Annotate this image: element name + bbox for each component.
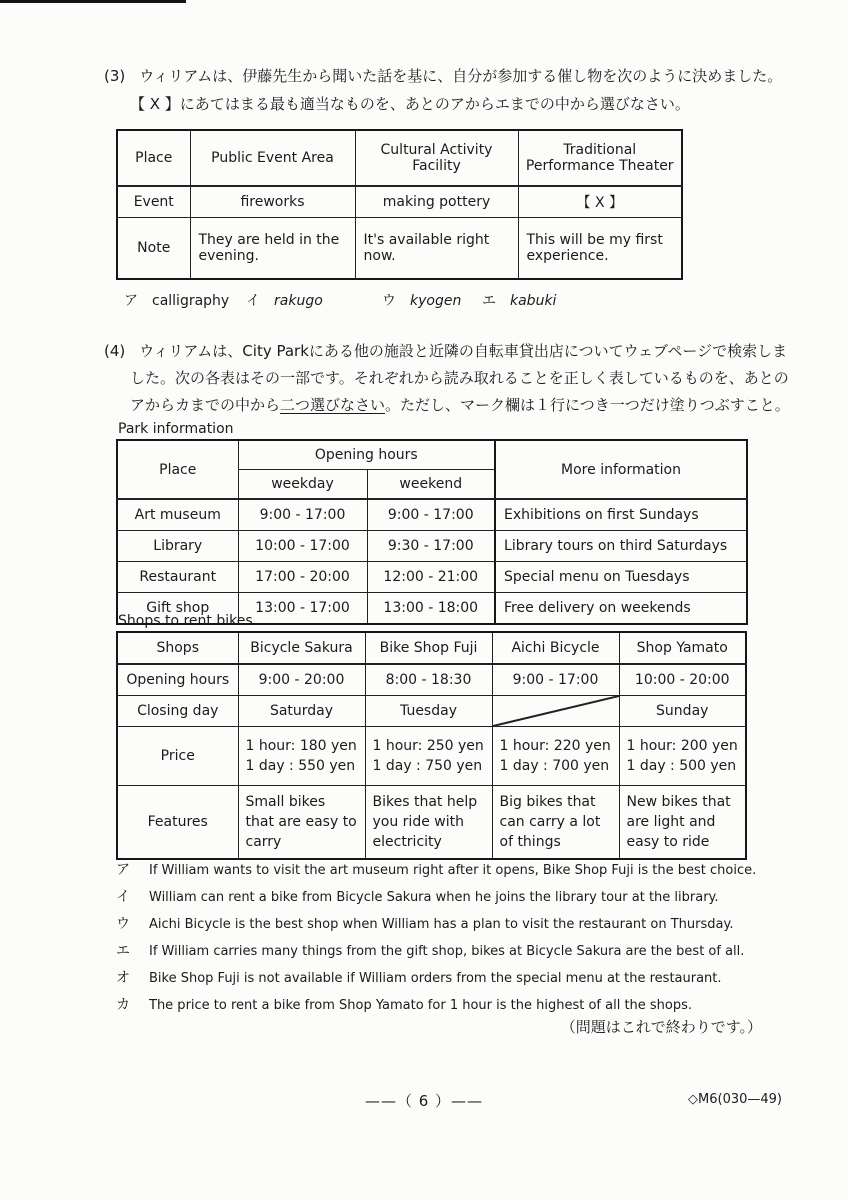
- question-4: [104, 338, 844, 419]
- choice-e-label: エ: [116, 943, 130, 959]
- bike-table-header-row: [117, 632, 746, 664]
- park-cell: Special menu on Tuesdays: [495, 562, 747, 593]
- park-col-weekday: weekday: [238, 470, 367, 500]
- event-table-row: [117, 186, 682, 218]
- bike-shop-name: Bike Shop Fuji: [365, 632, 492, 664]
- bike-row-label: Opening hours: [117, 664, 238, 696]
- choice-i-text: rakugo: [274, 293, 323, 309]
- bike-table-features-row: [117, 786, 746, 860]
- price-per-hour: 1 hour: 250 yen: [372, 738, 484, 754]
- bike-cell: Sunday: [619, 696, 746, 727]
- park-col-more-info: More information: [495, 440, 747, 499]
- park-col-place: Place: [117, 440, 238, 499]
- event-table: [116, 129, 683, 280]
- price-per-day: 1 day : 550 yen: [245, 758, 356, 774]
- event-table-cell: Traditional Performance Theater: [518, 130, 682, 186]
- question-4-line3: [130, 392, 844, 419]
- question-3-line1: [104, 62, 834, 90]
- question-3-line2: 【 X 】にあてはまる最も適当なものを、あとのアからエまでの中から選びなさい。: [130, 95, 690, 113]
- park-info-table: [116, 439, 748, 625]
- event-table-cell: fireworks: [190, 186, 355, 218]
- bike-cell: 8:00 - 18:30: [365, 664, 492, 696]
- choice-a-text: calligraphy: [152, 293, 230, 309]
- park-table-row: [117, 562, 747, 593]
- document-code: ◇M6(030—49): [688, 1092, 782, 1107]
- bike-shop-name: Shop Yamato: [619, 632, 746, 664]
- event-table-header-row: [117, 130, 682, 186]
- choice-i: [116, 884, 836, 911]
- choice-u-label: ウ: [116, 916, 130, 932]
- price-per-hour: 1 hour: 220 yen: [499, 738, 611, 754]
- choice-i: [246, 290, 382, 310]
- price-per-day: 1 day : 750 yen: [372, 758, 483, 774]
- park-cell: 9:00 - 17:00: [238, 499, 367, 531]
- choice-e: [482, 290, 556, 310]
- bike-cell: Tuesday: [365, 696, 492, 727]
- bike-cell-feature: Small bikes that are easy to carry: [238, 786, 365, 860]
- event-table-cell: This will be my first experience.: [518, 218, 682, 280]
- park-cell: Art museum: [117, 499, 238, 531]
- park-cell: 9:00 - 17:00: [367, 499, 495, 531]
- bike-cell-price: [238, 727, 365, 786]
- price-per-day: 1 day : 500 yen: [626, 758, 737, 774]
- choice-u: [382, 290, 482, 310]
- bike-shops-table: [116, 631, 747, 860]
- question-4-choices: [116, 857, 836, 1019]
- choice-o: [116, 965, 836, 992]
- scan-artifact-line: [0, 0, 186, 3]
- bike-table-opening-row: [117, 664, 746, 696]
- park-table-row: [117, 531, 747, 562]
- event-table-cell: Public Event Area: [190, 130, 355, 186]
- question-3: [104, 62, 834, 118]
- park-cell: 13:00 - 18:00: [367, 593, 495, 625]
- choice-a: [124, 290, 246, 310]
- bike-row-label: Price: [117, 727, 238, 786]
- bike-row-label: Closing day: [117, 696, 238, 727]
- park-cell: Restaurant: [117, 562, 238, 593]
- event-table-cell: Cultural Activity Facility: [355, 130, 518, 186]
- event-table-cell: Event: [117, 186, 190, 218]
- choice-o-label: オ: [116, 970, 130, 986]
- bike-cell: 9:00 - 17:00: [492, 664, 619, 696]
- park-cell: 17:00 - 20:00: [238, 562, 367, 593]
- choice-e: [116, 938, 836, 965]
- choice-u: [116, 911, 836, 938]
- choice-ka-label: カ: [116, 997, 130, 1013]
- event-table-cell: They are held in the evening.: [190, 218, 355, 280]
- price-per-hour: 1 hour: 200 yen: [626, 738, 738, 754]
- question-4-number: (4): [104, 342, 126, 360]
- question-4-underlined-instruction: 二つ選びなさい: [280, 396, 386, 414]
- choice-u-text: kyogen: [410, 293, 462, 309]
- question-4-line3-post: 。ただし、マーク欄は１行につき一つだけ塗りつぶすこと。: [385, 396, 790, 414]
- bike-cell-price: [619, 727, 746, 786]
- event-table-cell: Note: [117, 218, 190, 280]
- question-4-line1-text: ウィリアムは、City Parkにある他の施設と近隣の自転車貸出店についてウェブページで検索しま: [139, 342, 788, 360]
- choice-i-text: William can rent a bike from Bicycle Sakura when he joins the library tour at the library.: [149, 890, 719, 905]
- bike-cell-feature: New bikes that are light and easy to ride: [619, 786, 746, 860]
- bike-table-title: Shops to rent bikes: [118, 613, 253, 629]
- question-4-line3-pre: アからカまでの中から: [130, 396, 281, 414]
- bike-shop-name: Bicycle Sakura: [238, 632, 365, 664]
- bike-shop-name: Aichi Bicycle: [492, 632, 619, 664]
- event-table-row: [117, 218, 682, 280]
- bike-cell-feature: Big bikes that can carry a lot of things: [492, 786, 619, 860]
- price-per-day: 1 day : 700 yen: [499, 758, 610, 774]
- question-3-line1-text: ウィリアムは、伊藤先生から聞いた話を基に、自分が参加する催し物を次のように決めました。: [139, 67, 783, 85]
- bike-row-label: Shops: [117, 632, 238, 664]
- park-cell: Library: [117, 531, 238, 562]
- park-cell: 9:30 - 17:00: [367, 531, 495, 562]
- question-4-line1: [104, 338, 844, 365]
- choice-i-label: イ: [246, 293, 260, 309]
- event-table-cell: Place: [117, 130, 190, 186]
- park-cell: Gift shop: [117, 593, 238, 625]
- park-table-header-row: [117, 440, 747, 470]
- diagonal-slash: [493, 696, 619, 726]
- bike-cell: 10:00 - 20:00: [619, 664, 746, 696]
- park-cell: Library tours on third Saturdays: [495, 531, 747, 562]
- park-cell: 10:00 - 17:00: [238, 531, 367, 562]
- park-cell: 13:00 - 17:00: [238, 593, 367, 625]
- choice-a-label: ア: [116, 862, 130, 878]
- choice-i-label: イ: [116, 889, 130, 905]
- choice-o-text: Bike Shop Fuji is not available if William orders from the special menu at the restaurant.: [149, 971, 722, 986]
- park-cell: Exhibitions on first Sundays: [495, 499, 747, 531]
- bike-row-label: Features: [117, 786, 238, 860]
- choice-ka: [116, 992, 836, 1019]
- park-col-weekend: weekend: [367, 470, 495, 500]
- end-of-questions-note: （問題はこれで終わりです。）: [560, 1018, 762, 1036]
- bike-table-price-row: [117, 727, 746, 786]
- bike-cell-no-closing-day: [492, 696, 619, 727]
- choice-a-label: ア: [124, 293, 138, 309]
- event-table-cell-blank-x: 【 X 】: [518, 186, 682, 218]
- choice-a-text: If William wants to visit the art museum right after it opens, Bike Shop Fuji is the best choice.: [149, 863, 757, 878]
- choice-e-text: If William carries many things from the gift shop, bikes at Bicycle Sakura are the best of all.: [149, 944, 745, 959]
- choice-u-text: Aichi Bicycle is the best shop when William has a plan to visit the restaurant on Thursday.: [149, 917, 734, 932]
- park-table-title: Park information: [118, 421, 234, 437]
- choice-ka-text: The price to rent a bike from Shop Yamato for 1 hour is the highest of all the shops.: [149, 998, 693, 1013]
- question-4-line2: した。次の各表はその一部です。それぞれから読み取れることを正しく表しているものを、あとの: [130, 369, 789, 387]
- page-number: ——（ 6 ）——: [364, 1092, 484, 1110]
- question-3-number: (3): [104, 67, 126, 85]
- event-table-cell: It's available right now.: [355, 218, 518, 280]
- bike-cell: Saturday: [238, 696, 365, 727]
- choice-e-label: エ: [482, 293, 496, 309]
- bike-table-closing-row: [117, 696, 746, 727]
- bike-cell: 9:00 - 20:00: [238, 664, 365, 696]
- bike-cell-price: [492, 727, 619, 786]
- choice-u-label: ウ: [382, 293, 396, 309]
- price-per-hour: 1 hour: 180 yen: [245, 738, 357, 754]
- bike-cell-feature: Bikes that help you ride with electricity: [365, 786, 492, 860]
- choice-a: [116, 857, 836, 884]
- choice-e-text: kabuki: [510, 293, 557, 309]
- bike-cell-price: [365, 727, 492, 786]
- park-cell: Free delivery on weekends: [495, 593, 747, 625]
- park-table-row: [117, 499, 747, 531]
- park-cell: 12:00 - 21:00: [367, 562, 495, 593]
- park-col-opening-hours: Opening hours: [238, 440, 495, 470]
- event-table-cell: making pottery: [355, 186, 518, 218]
- question-3-choices: [124, 290, 724, 310]
